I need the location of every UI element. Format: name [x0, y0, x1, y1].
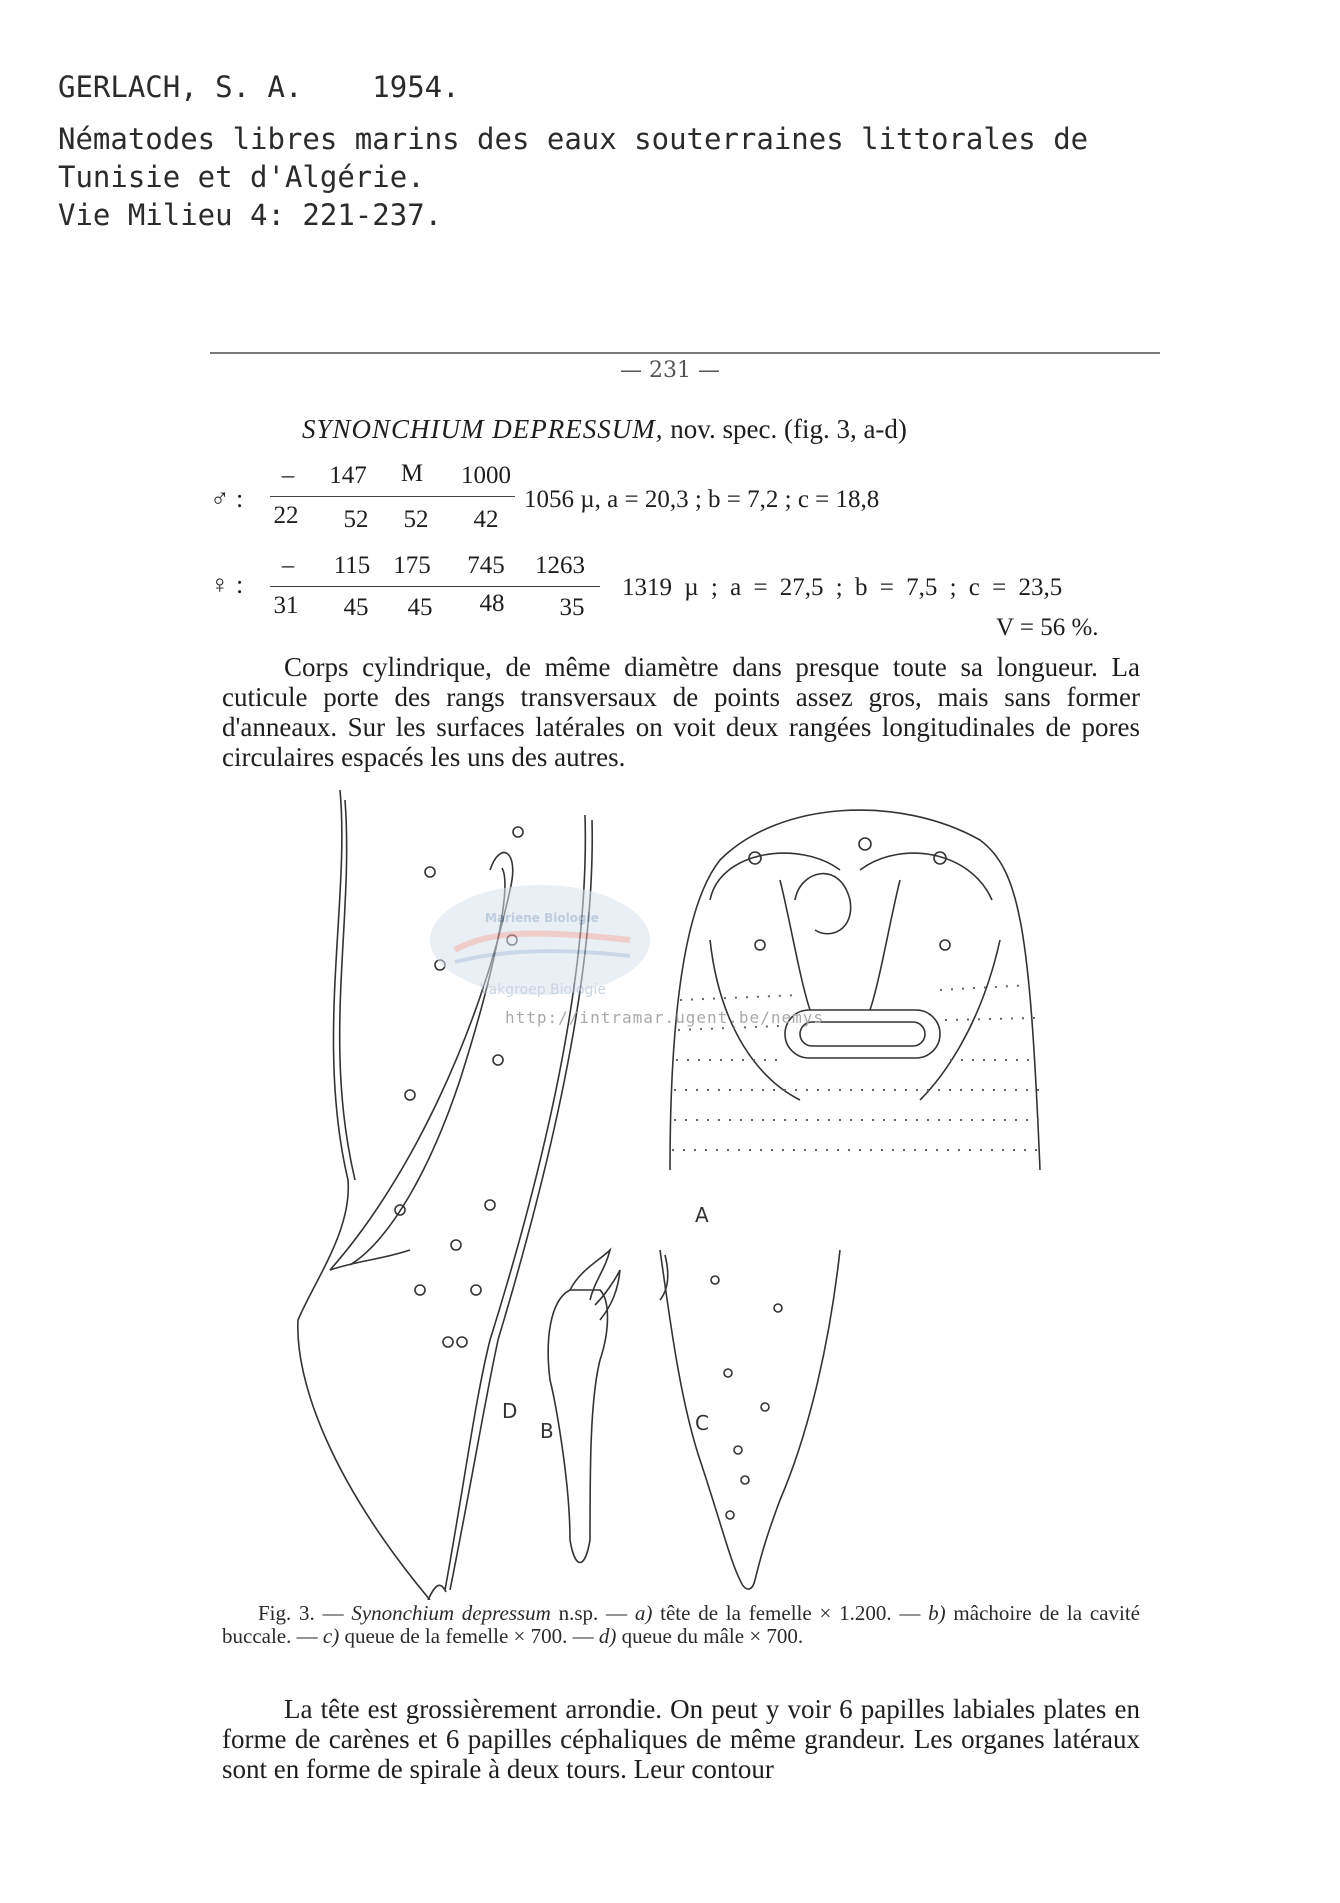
female-top-cell: 745 — [467, 552, 505, 579]
female-top-cell: – — [281, 552, 295, 579]
male-bottom-cell: 52 — [343, 506, 369, 533]
caption-fig-label: Fig. 3. — — [258, 1601, 352, 1625]
caption-text: mâchoire de la cavité buccale. — — [222, 1601, 1141, 1648]
caption-text: queue de la femelle × 700. — — [339, 1624, 599, 1648]
male-bottom-cell: 42 — [473, 506, 499, 533]
citation-title-line2: Tunisie et d'Algérie. — [58, 160, 425, 194]
female-bottom-cell: 45 — [407, 594, 433, 621]
female-bottom-cell: 31 — [273, 592, 299, 619]
caption-text: tête de la femelle × 1.200. — — [652, 1601, 929, 1625]
figure-caption — [222, 1602, 1140, 1648]
female-bottom-cell: 45 — [343, 594, 369, 621]
female-bottom-cell: 35 — [559, 594, 585, 621]
female-vulva-value: V = 56 %. — [996, 614, 1099, 641]
male-top-cell: 147 — [329, 462, 367, 489]
species-heading-rest: nov. spec. (fig. 3, a-d) — [663, 414, 907, 444]
species-name: SYNONCHIUM DEPRESSUM, — [302, 414, 664, 444]
species-heading — [302, 414, 907, 445]
figure-label-a: A — [695, 1203, 709, 1227]
female-fraction-line — [270, 586, 600, 587]
figure-label-d: D — [502, 1399, 518, 1423]
caption-part-a: a) — [634, 1601, 653, 1625]
female-symbol: ♀ : — [210, 570, 244, 599]
female-top-cell: 175 — [393, 552, 431, 579]
caption-text: queue du mâle × 700. — [616, 1624, 804, 1648]
watermark-logo — [430, 885, 650, 998]
figure-label-b: B — [540, 1419, 554, 1443]
head-description-paragraph: La tête est grossièrement arrondie. On peut y voir 6 papilles labiales plates en forme de carènes et 6 papilles céphaliques de même grandeur. Les organes latéraux sont en forme de spirale à deux tours. Leur contour — [222, 1694, 1140, 1784]
citation-journal: Vie Milieu 4: 221-237. — [58, 198, 443, 232]
figure-c-pores — [711, 1276, 782, 1519]
male-top-cell: M — [400, 460, 424, 487]
page-top-rule — [210, 352, 1160, 354]
male-fraction-line — [270, 496, 515, 497]
male-bottom-cell: 22 — [273, 502, 299, 529]
page-number: — 231 — — [620, 358, 720, 383]
citation-author-year: GERLACH, S. A. 1954. — [58, 70, 460, 104]
watermark-arc-text: Mariene Biologie — [485, 911, 599, 925]
caption-text: n.sp. — — [550, 1601, 635, 1625]
male-bottom-cell: 52 — [403, 506, 429, 533]
figure-a-female-head — [670, 810, 1040, 1170]
female-bottom-cell: 48 — [479, 590, 505, 617]
female-top-cell: 115 — [333, 552, 371, 579]
figure-3-drawings — [240, 780, 1170, 1600]
figure-c-female-tail — [660, 1250, 840, 1589]
watermark-sub-text: Vakgroep Biologie — [480, 982, 606, 998]
caption-part-d: d) — [598, 1624, 617, 1648]
watermark-url: http://intramar.ugent.be/nemys — [505, 1008, 824, 1027]
figure-label-c: C — [695, 1411, 709, 1435]
figure-b-buccal-tooth — [548, 1250, 620, 1563]
caption-species: Synonchium depressum — [351, 1601, 551, 1625]
caption-part-b: b) — [928, 1601, 946, 1625]
caption-part-c: c) — [322, 1624, 340, 1648]
male-top-cell: 1000 — [461, 462, 511, 489]
female-values: 1319 µ ; a = 27,5 ; b = 7,5 ; c = 23,5 — [622, 574, 1063, 601]
female-top-cell: 1263 — [535, 552, 585, 579]
citation-title-line1: Nématodes libres marins des eaux souterraines littorales de — [58, 122, 1089, 156]
male-values: 1056 µ, a = 20,3 ; b = 7,2 ; c = 18,8 — [524, 486, 880, 513]
description-paragraph: Corps cylindrique, de même diamètre dans presque toute sa longueur. La cuticule porte des rangs transversaux de points assez gros, mais sans former d'anneaux. Sur les surfaces latérales on voit deux rangées longitudinales de pores circulaires espacés les uns des autres. — [222, 652, 1140, 772]
male-top-cell: – — [281, 462, 295, 489]
male-symbol: ♂ : — [210, 484, 244, 513]
